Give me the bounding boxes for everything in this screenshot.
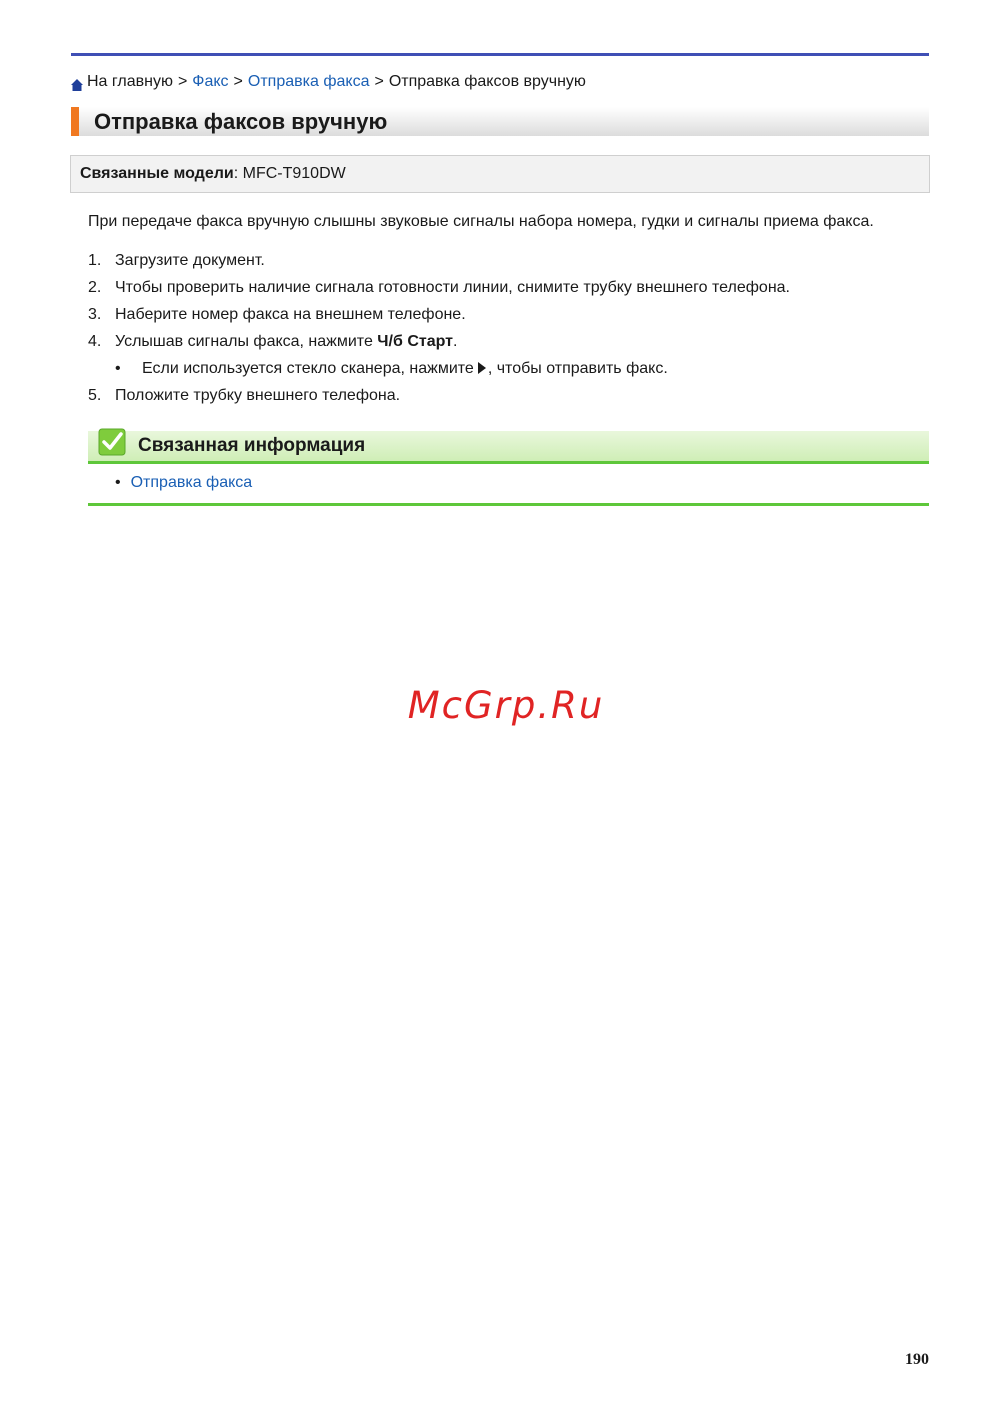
step-text [115, 331, 457, 353]
page-title: Отправка факсов вручную [94, 109, 388, 134]
related-link-sending-fax[interactable]: Отправка факса [130, 474, 253, 491]
key-name: Ч/б Старт [377, 333, 453, 350]
bullet: • [115, 360, 121, 377]
watermark: McGrp.Ru [407, 684, 605, 727]
title-accent [71, 107, 79, 136]
page-title-bar [71, 107, 929, 136]
breadcrumb-home[interactable]: На главную [87, 73, 173, 90]
related-models-box [70, 155, 930, 193]
top-rule [71, 53, 929, 56]
green-check-icon [98, 428, 126, 456]
step-text-after: . [453, 333, 458, 350]
related-info-item [115, 472, 252, 494]
home-icon[interactable] [71, 76, 83, 88]
breadcrumb-separator: > [374, 73, 384, 90]
breadcrumb [71, 71, 586, 93]
step-number: 4. [88, 333, 102, 350]
step-text: Положите трубку внешнего телефона. [115, 387, 401, 404]
related-models-label: Связанные модели [80, 165, 234, 182]
substep-text-before: Если используется стекло сканера, нажмите [142, 360, 474, 377]
step-number: 3. [88, 306, 102, 323]
step-text: Загрузите документ. [115, 252, 265, 269]
breadcrumb-current: Отправка факсов вручную [388, 73, 586, 90]
page-number: 190 [905, 1351, 929, 1368]
breadcrumb-separator: > [177, 73, 188, 90]
step-text: Наберите номер факса на внешнем телефоне. [115, 306, 466, 323]
breadcrumb-link-sending-fax[interactable]: Отправка факса [247, 73, 370, 90]
intro-text: При передаче факса вручную слышны звуковые сигналы набора номера, гудки и сигналы приема факса. [88, 213, 874, 230]
related-info-header [88, 431, 929, 464]
breadcrumb-separator: > [233, 73, 243, 90]
step-number: 5. [88, 387, 102, 404]
related-info-bottom-rule [88, 503, 929, 506]
bullet: • [115, 474, 121, 491]
related-models-value: : MFC-T910DW [233, 165, 346, 182]
play-triangle-icon [478, 362, 486, 374]
step-text: Чтобы проверить наличие сигнала готовности линии, снимите трубку внешнего телефона. [115, 279, 790, 296]
breadcrumb-link-fax[interactable]: Факс [192, 73, 229, 90]
substep-text-after: , чтобы отправить факс. [487, 360, 668, 377]
substep-text [142, 358, 668, 380]
step-number: 1. [88, 252, 102, 269]
step-number: 2. [88, 279, 102, 296]
related-info-title: Связанная информация [138, 435, 366, 456]
step-text-before: Услышав сигналы факса, нажмите [115, 333, 378, 350]
